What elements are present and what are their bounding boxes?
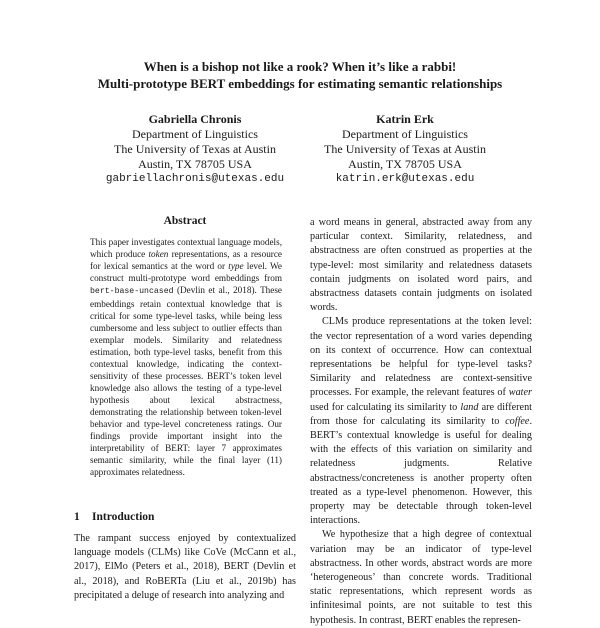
paper-title-line-1: When is a bishop not like a rook? When it’s like a rabbi! — [143, 59, 457, 74]
author-department: Department of Linguistics — [132, 127, 258, 141]
author-email: katrin.erk@utexas.edu — [335, 173, 475, 185]
right-column-body — [310, 216, 532, 628]
abstract-body: This paper investigates contextual language models, which produce token representations, as a resource for lexical semantics at the word or type level. We construct multi-prototype word embeddings from bert-base-uncased (Devlin et al., 2018). These embeddings retain contextual knowledge that is critical for some type-level tasks, while being less cumbersome and less subject to outlier effects than exemplar models. Similarity and relatedness estimation, both type-level tasks, benefit from this contextual knowledge, indicating the context-sensitivity of these processes. BERT’s token level knowledge also allows the testing of a type-level hypothesis about lexical abstractness, demonstrating the relationship between token-level behavior and type-level concreteness ratings. Our findings provide important insight into the interpretability of BERT: layer 7 approximates semantic similarity, while the final layer (11) approximates relatedness. — [90, 237, 283, 477]
author-name: Gabriella Chronis — [148, 112, 242, 126]
emphasis-token: token — [148, 249, 169, 259]
model-name: bert-base-uncased — [90, 287, 174, 296]
abstract-heading: Abstract — [163, 215, 207, 227]
author-city: Austin, TX 78705 USA — [348, 157, 462, 171]
paragraph: CLMs produce representations at the token level: the vector representation of a word varies depending on its context of occurrence. How can contextual representations be helpful for type-level tasks? Similarity and relatedness are context-sensitive processes. For example, the relevant features of water used for calculating its similarity to land are different from those for calculating its similarity to coffee. BERT’s contextual knowledge is useful for dealing with the effects of this variation on similarity and relatedness judgments. Relative abstractness/concreteness is another property often treated as a type-level phenomenon. However, this property may be detectable through token-level interactions. — [310, 316, 532, 527]
paper-title-line-2: Multi-prototype BERT embeddings for estimating semantic relationships — [97, 76, 503, 91]
author-email: gabriellachronis@utexas.edu — [105, 173, 285, 185]
author-university: The University of Texas at Austin — [114, 142, 276, 156]
author-city: Austin, TX 78705 USA — [138, 157, 252, 171]
introduction-body: The rampant success enjoyed by contextualized language models (CLMs) like CoVe (McCann et al., 2017), ElMo (Peters et al., 2018), BERT (Devlin et al., 2018), and RoBERTa (Liu et al., 2019b) has precipitated a deluge of research into analyzing and — [74, 533, 296, 601]
section-heading-introduction: 1 Introduction — [74, 511, 155, 523]
emphasis-type: type — [228, 261, 244, 271]
author-university: The University of Texas at Austin — [324, 142, 486, 156]
paragraph: a word means in general, abstracted away from any particular context. Similarity, relatedness, and abstractness are often construed as properties at the type-level: most similarity and relatedness datasets contain judgments on isolated word pairs, and abstractness datasets contain judgments on isolated words. — [310, 217, 532, 314]
author-department: Department of Linguistics — [342, 127, 468, 141]
author-name: Katrin Erk — [376, 112, 434, 126]
paragraph: We hypothesize that a high degree of contextual variation may be an indicator of type-level abstractness. In other words, abstract words are more ‘heterogeneous’ than concrete words. Traditional static representations, which represent words as infinitesimal points, are not suitable to test this hypothesis. In contrast, BERT enables the represen- — [310, 529, 532, 626]
author-block-2 — [270, 112, 540, 187]
